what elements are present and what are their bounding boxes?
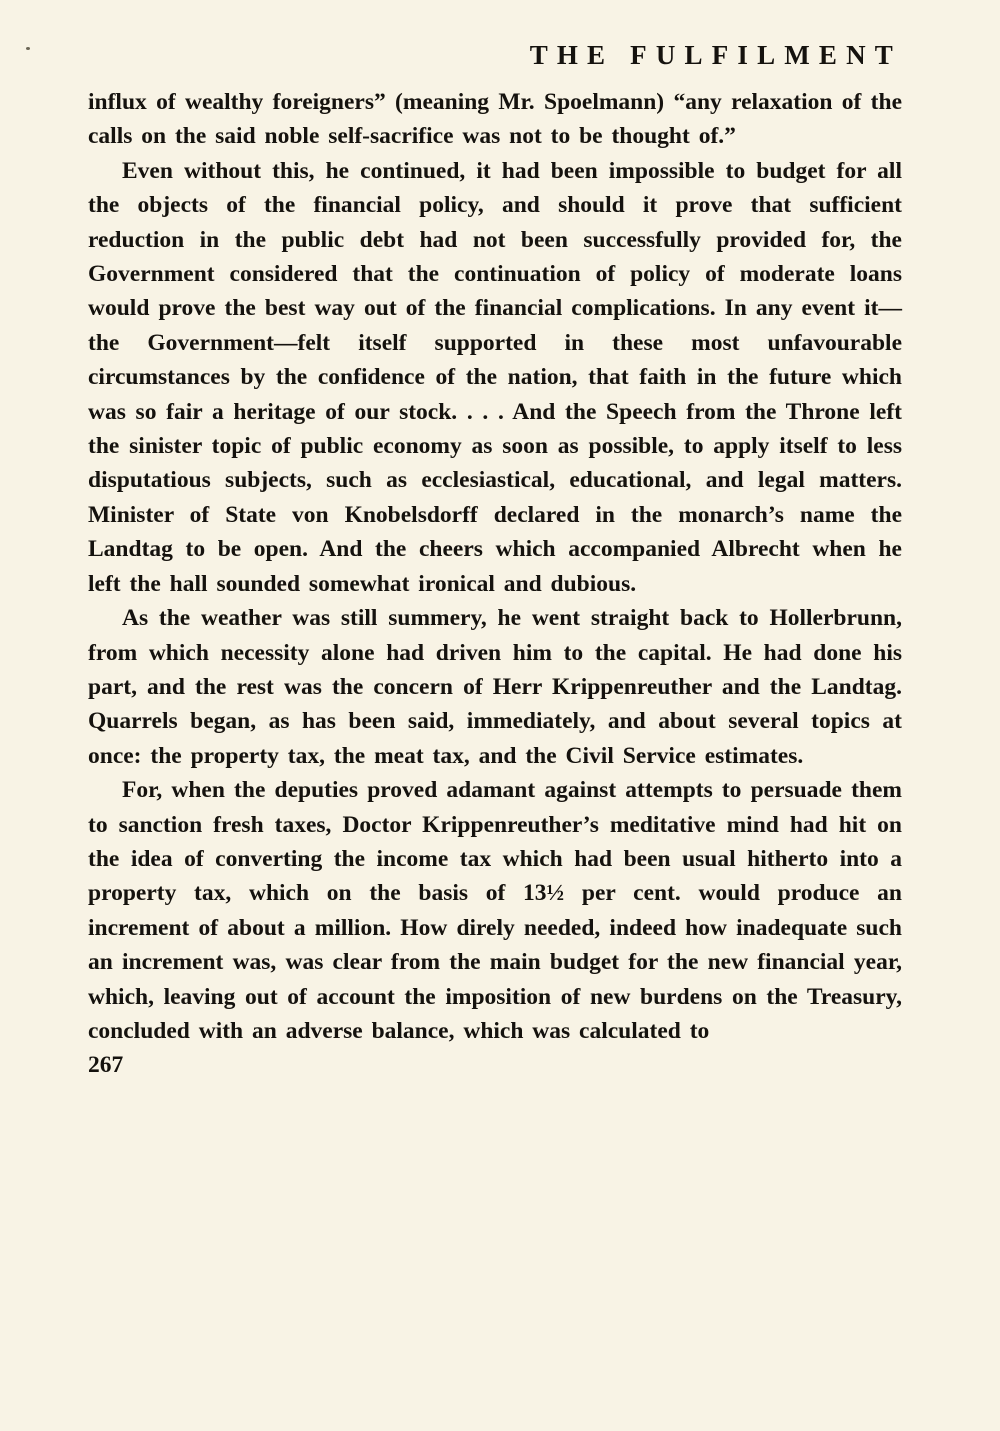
running-header: THE FULFILMENT	[529, 40, 902, 70]
paragraph: As the weather was still summery, he went straight back to Hollerbrunn, from which necessity alone had driven him to the capital. He had done his part, and the rest was the concern of Herr Krippenreuther and the Landtag. Quarrels began, as has been said, immediately, and about several topics at once: the property tax, the meat tax, and the Civil Service estimates.	[88, 605, 902, 769]
paragraph: influx of wealthy foreigners” (meaning Mr. Spoelmann) “any relaxation of the calls on the said noble self-sacrifice was not to be thought of.”	[88, 89, 902, 150]
scan-artifact-dot	[26, 47, 30, 50]
page-number: 267	[88, 1052, 124, 1079]
page-body	[88, 85, 902, 1048]
paragraph: Even without this, he continued, it had been impossible to budget for all the objects of the financial policy, and should it prove that sufficient reduction in the public debt had not been successfully provided for, the Government considered that the continuation of policy of moderate loans would prove the best way out of the financial complications. In any event it—the Government—felt itself supported in these most unfavourable circumstances by the confidence of the nation, that faith in the future which was so fair a heritage of our stock. . . . And the Speech from the Throne left the sinister topic of public economy as soon as possible, to apply itself to less disputatious subjects, such as ecclesiastical, educational, and legal matters. Minister of State von Knobelsdorff declared in the monarch’s name the Landtag to be open. And the cheers which accompanied Albrecht when he left the hall sounded somewhat ironical and dubious.	[88, 157, 902, 597]
paragraph: For, when the deputies proved adamant against attempts to persuade them to sanction fresh taxes, Doctor Krippenreuther’s meditative mind had hit on the idea of converting the income tax which had been usual hitherto into a property tax, which on the basis of 13½ per cent. would produce an increment of about a million. How direly needed, indeed how inadequate such an increment was, was clear from the main budget for the new financial year, which, leaving out of account the imposition of new burdens on the Treasury, concluded with an adverse balance, which was calculated to	[88, 777, 902, 1044]
